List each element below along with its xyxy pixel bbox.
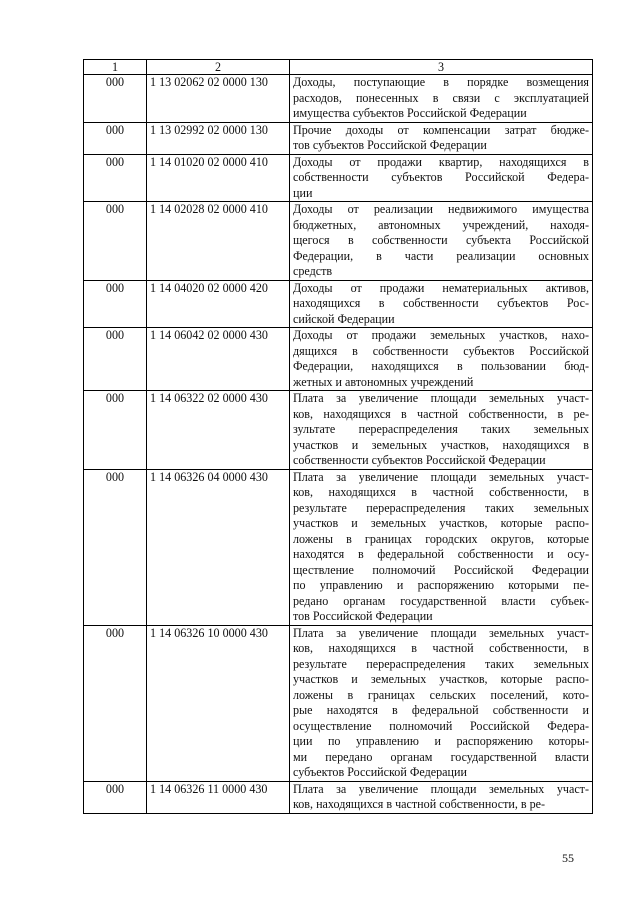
revenue-code-cell: 1 13 02992 02 0000 130 bbox=[147, 122, 290, 154]
revenue-code-cell: 1 14 06326 11 0000 430 bbox=[147, 781, 290, 813]
description-line: бюджетных, автономных учреждений, находя- bbox=[293, 217, 589, 232]
description-line: Федерации, находящихся в пользовании бюд- bbox=[293, 359, 589, 373]
revenue-description-cell bbox=[290, 391, 593, 470]
revenue-description-cell bbox=[290, 122, 593, 154]
admin-code-cell: 000 bbox=[84, 781, 147, 813]
description-line: Плата за увеличение площади земельных участ- bbox=[293, 625, 589, 640]
description-line: Доходы от продажи квартир, находящихся в bbox=[293, 154, 589, 169]
description-line: ции bbox=[293, 185, 313, 200]
table-row bbox=[84, 202, 593, 281]
revenue-description-cell bbox=[290, 75, 593, 123]
column-header-2: 2 bbox=[147, 60, 290, 75]
table-row bbox=[84, 781, 593, 813]
description-line: результате перераспределения таких земельных bbox=[293, 656, 589, 671]
admin-code-cell: 000 bbox=[84, 75, 147, 123]
description-line: Доходы от реализации недвижимого имущества bbox=[293, 202, 589, 216]
description-line: расходов, понесенных в связи с эксплуатацией bbox=[293, 90, 589, 105]
description-line: зультате перераспределения таких земельных bbox=[293, 422, 589, 436]
admin-code-cell: 000 bbox=[84, 328, 147, 391]
revenue-description-cell bbox=[290, 202, 593, 281]
revenue-code-cell: 1 14 06322 02 0000 430 bbox=[147, 391, 290, 470]
table-row bbox=[84, 625, 593, 781]
admin-code-cell: 000 bbox=[84, 469, 147, 625]
table-row bbox=[84, 154, 593, 202]
admin-code-cell: 000 bbox=[84, 202, 147, 281]
description-line: участков и земельных участков, которые распо- bbox=[293, 516, 589, 530]
table-row bbox=[84, 75, 593, 123]
description-line: дящихся в собственности субъектов Российской bbox=[293, 343, 589, 358]
description-line: ков, находящихся в частной собственности, в bbox=[293, 485, 589, 499]
description-line: находящихся в собственности субъектов Рос- bbox=[293, 296, 589, 310]
description-line: Плата за увеличение площади земельных участ- bbox=[293, 469, 589, 484]
description-line: собственности субъектов Российской Федера- bbox=[293, 170, 589, 184]
revenue-codes-table bbox=[83, 59, 593, 814]
revenue-code-cell: 1 14 06326 04 0000 430 bbox=[147, 469, 290, 625]
description-line: ков, находящихся в частной собственности, в ре- bbox=[293, 797, 546, 811]
table-header-row bbox=[84, 60, 593, 75]
description-line: тов субъектов Российской Федерации bbox=[293, 138, 487, 152]
admin-code-cell: 000 bbox=[84, 154, 147, 202]
page-number: 55 bbox=[562, 851, 574, 865]
description-line: Доходы, поступающие в порядке возмещения bbox=[293, 75, 589, 89]
revenue-code-cell: 1 14 06326 10 0000 430 bbox=[147, 625, 290, 781]
description-line: жетных и автономных учреждений bbox=[293, 374, 474, 389]
description-line: осуществление полномочий Российской Федера- bbox=[293, 718, 589, 733]
description-line: участков и земельных участков, которые распо- bbox=[293, 672, 589, 686]
description-line: сийской Федерации bbox=[293, 311, 395, 326]
admin-code-cell: 000 bbox=[84, 122, 147, 154]
description-line: Прочие доходы от компенсации затрат бюдже- bbox=[293, 122, 589, 137]
description-line: ложены в границах городских округов, которые bbox=[293, 531, 589, 546]
table-row bbox=[84, 328, 593, 391]
revenue-code-cell: 1 14 01020 02 0000 410 bbox=[147, 154, 290, 202]
table-row bbox=[84, 391, 593, 470]
description-line: имущества субъектов Российской Федерации bbox=[293, 106, 527, 120]
description-line: ществление полномочий Российской Федерации bbox=[293, 562, 589, 577]
description-line: средств bbox=[293, 264, 333, 278]
revenue-code-cell: 1 14 04020 02 0000 420 bbox=[147, 280, 290, 328]
admin-code-cell: 000 bbox=[84, 391, 147, 470]
revenue-description-cell bbox=[290, 469, 593, 625]
description-line: субъектов Российской Федерации bbox=[293, 765, 467, 779]
description-line: Доходы от продажи земельных участков, нахо- bbox=[293, 328, 589, 342]
table-row bbox=[84, 280, 593, 328]
description-line: собственности субъектов Российской Федерации bbox=[293, 453, 546, 467]
revenue-code-cell: 1 14 02028 02 0000 410 bbox=[147, 202, 290, 281]
description-line: по управлению и распоряжению которыми пе- bbox=[293, 578, 589, 592]
description-line: ков, находящихся в частной собственности, в ре- bbox=[293, 406, 589, 421]
description-line: ми передано органам государственной власти bbox=[293, 749, 589, 764]
column-header-3: 3 bbox=[290, 60, 593, 75]
column-header-1: 1 bbox=[84, 60, 147, 75]
description-line: результате перераспределения таких земельных bbox=[293, 500, 589, 515]
description-line: Доходы от продажи нематериальных активов, bbox=[293, 280, 589, 295]
revenue-description-cell bbox=[290, 781, 593, 813]
description-line: ков, находящихся в частной собственности, в bbox=[293, 641, 589, 655]
description-line: щегося в собственности субъекта Российской bbox=[293, 233, 589, 247]
revenue-description-cell bbox=[290, 625, 593, 781]
revenue-code-cell: 1 14 06042 02 0000 430 bbox=[147, 328, 290, 391]
table-row bbox=[84, 469, 593, 625]
description-line: Федерации, в части реализации основных bbox=[293, 248, 589, 263]
revenue-description-cell bbox=[290, 328, 593, 391]
admin-code-cell: 000 bbox=[84, 280, 147, 328]
description-line: редано органам государственной власти субъек- bbox=[293, 593, 589, 608]
description-line: рые находятся в федеральной собственности и bbox=[293, 703, 589, 717]
description-line: находятся в федеральной собственности и осу- bbox=[293, 547, 589, 561]
revenue-description-cell bbox=[290, 280, 593, 328]
description-line: тов Российской Федерации bbox=[293, 609, 433, 623]
revenue-code-cell: 1 13 02062 02 0000 130 bbox=[147, 75, 290, 123]
description-line: Плата за увеличение площади земельных участ- bbox=[293, 781, 589, 796]
description-line: Плата за увеличение площади земельных участ- bbox=[293, 391, 589, 405]
description-line: участков и земельных участков, находящихся в bbox=[293, 437, 589, 452]
revenue-description-cell bbox=[290, 154, 593, 202]
description-line: ции по управлению и распоряжению которы- bbox=[293, 734, 589, 748]
table-row bbox=[84, 122, 593, 154]
admin-code-cell: 000 bbox=[84, 625, 147, 781]
description-line: ложены в границах сельских поселений, кото- bbox=[293, 687, 589, 702]
